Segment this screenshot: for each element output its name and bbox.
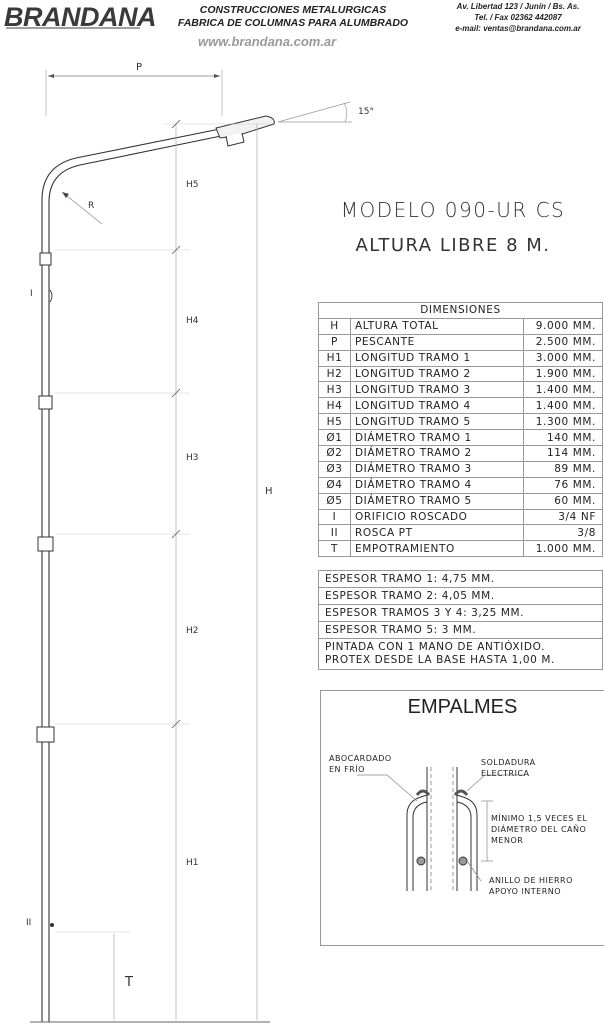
- note-thickness-1: ESPESOR TRAMO 1: 4,75 MM.: [318, 570, 603, 588]
- row-value: 1.400 MM.: [524, 398, 603, 414]
- dimensions-title: DIMENSIONES: [319, 303, 603, 319]
- row-label: LONGITUD TRAMO 4: [351, 398, 524, 414]
- label-H2: H2: [186, 626, 199, 636]
- row-value: 1.300 MM.: [524, 414, 603, 430]
- row-symbol: T: [319, 541, 351, 557]
- label-abocardado-line-1: ABOCARDADO: [329, 754, 392, 763]
- label-H3: H3: [186, 453, 199, 463]
- company-line-1: CONSTRUCCIONES METALURGICAS: [199, 4, 387, 16]
- note-thickness-5: ESPESOR TRAMO 5: 3 MM.: [318, 622, 603, 639]
- row-value: 76 MM.: [524, 477, 603, 493]
- model-subtitle: ALTURA LIBRE 8 M.: [355, 235, 551, 256]
- row-value: 140 MM.: [524, 430, 603, 446]
- row-symbol: H3: [319, 382, 351, 398]
- table-row: [319, 509, 603, 525]
- row-label: EMPOTRAMIENTO: [351, 541, 524, 557]
- label-H5: H5: [186, 180, 199, 190]
- label-minimo-line-2: DIÁMETRO DEL CAÑO: [491, 825, 587, 834]
- label-anillo: [489, 875, 573, 897]
- row-label: LONGITUD TRAMO 2: [351, 366, 524, 382]
- note-thickness-2: ESPESOR TRAMO 2: 4,05 MM.: [318, 588, 603, 605]
- table-row: [319, 382, 603, 398]
- row-label: LONGITUD TRAMO 5: [351, 414, 524, 430]
- label-H1: H1: [186, 858, 199, 868]
- table-row: [319, 525, 603, 541]
- table-row: [319, 446, 603, 462]
- row-label: DIÁMETRO TRAMO 1: [351, 430, 524, 446]
- row-symbol: H2: [319, 366, 351, 382]
- table-row: [319, 541, 603, 557]
- label-soldadura: [481, 757, 536, 779]
- label-H4: H4: [186, 316, 199, 326]
- row-value: 9.000 MM.: [524, 318, 603, 334]
- table-row: [319, 461, 603, 477]
- row-symbol: Ø3: [319, 461, 351, 477]
- table-row: [319, 350, 603, 366]
- row-label: PESCANTE: [351, 334, 524, 350]
- row-symbol: Ø5: [319, 493, 351, 509]
- label-anillo-line-2: APOYO INTERNO: [489, 887, 562, 896]
- table-row: [319, 318, 603, 334]
- table-row: [319, 398, 603, 414]
- row-symbol: H1: [319, 350, 351, 366]
- row-value: 2.500 MM.: [524, 334, 603, 350]
- row-value: 3.000 MM.: [524, 350, 603, 366]
- label-abocardado-line-2: EN FRÍO: [329, 765, 365, 774]
- row-label: DIÁMETRO TRAMO 3: [351, 461, 524, 477]
- table-row: [319, 414, 603, 430]
- row-symbol: H5: [319, 414, 351, 430]
- row-label: DIÁMETRO TRAMO 4: [351, 477, 524, 493]
- table-row: [319, 366, 603, 382]
- label-minimo-line-1: MÍNIMO 1,5 VECES EL: [491, 814, 588, 823]
- row-symbol: I: [319, 509, 351, 525]
- company-line-2: FABRICA DE COLUMNAS PARA ALUMBRADO: [177, 17, 409, 29]
- label-T: T: [125, 975, 133, 990]
- row-label: LONGITUD TRAMO 1: [351, 350, 524, 366]
- note-paint-line-2: PROTEX DESDE LA BASE HASTA 1,00 M.: [325, 654, 555, 666]
- label-soldadura-line-1: SOLDADURA: [481, 758, 536, 767]
- table-row: [319, 334, 603, 350]
- row-value: 1.400 MM.: [524, 382, 603, 398]
- label-angle: 15°: [358, 107, 374, 117]
- email[interactable]: e-mail: ventas@brandana.com.ar: [455, 24, 581, 33]
- empalmes-title: EMPALMES: [407, 696, 518, 718]
- label-soldadura-line-2: ELECTRICA: [481, 769, 530, 778]
- row-value: 1.000 MM.: [524, 541, 603, 557]
- row-label: DIÁMETRO TRAMO 2: [351, 446, 524, 462]
- website-url[interactable]: www.brandana.com.ar: [198, 34, 337, 49]
- label-abocardado: [329, 753, 392, 775]
- row-value: 3/8: [524, 525, 603, 541]
- address: Av. Libertad 123 / Junín / Bs. As.: [456, 2, 580, 11]
- phone: Tel. / Fax 02362 442087: [474, 13, 562, 22]
- label-minimo: [491, 813, 587, 846]
- row-symbol: Ø2: [319, 446, 351, 462]
- note-paint: [318, 639, 603, 670]
- table-row: [319, 430, 603, 446]
- row-value: 60 MM.: [524, 493, 603, 509]
- row-value: 1.900 MM.: [524, 366, 603, 382]
- label-R: R: [88, 201, 95, 211]
- specification-notes: [318, 570, 603, 670]
- row-value: 89 MM.: [524, 461, 603, 477]
- table-row: [319, 477, 603, 493]
- row-value: 3/4 NF: [524, 509, 603, 525]
- row-value: 114 MM.: [524, 446, 603, 462]
- label-H: H: [265, 486, 273, 497]
- row-symbol: H: [319, 318, 351, 334]
- label-I: I: [30, 289, 33, 299]
- row-symbol: H4: [319, 398, 351, 414]
- row-label: ROSCA PT: [351, 525, 524, 541]
- note-paint-line-1: PINTADA CON 1 MANO DE ANTIÓXIDO.: [325, 641, 545, 653]
- row-symbol: P: [319, 334, 351, 350]
- row-symbol: Ø4: [319, 477, 351, 493]
- row-label: DIÁMETRO TRAMO 5: [351, 493, 524, 509]
- dimensions-table: [318, 302, 603, 557]
- label-minimo-line-3: MENOR: [491, 836, 524, 845]
- label-anillo-line-1: ANILLO DE HIERRO: [489, 876, 573, 885]
- label-II: II: [26, 918, 32, 928]
- table-row: [319, 493, 603, 509]
- row-label: ORIFICIO ROSCADO: [351, 509, 524, 525]
- row-label: ALTURA TOTAL: [351, 318, 524, 334]
- empalmes-panel: [320, 690, 604, 946]
- row-label: LONGITUD TRAMO 3: [351, 382, 524, 398]
- brand-logo: BRANDANA: [4, 2, 156, 32]
- label-P: P: [136, 62, 143, 73]
- model-title: MODELO 090-UR CS: [340, 198, 566, 222]
- note-thickness-3-4: ESPESOR TRAMOS 3 Y 4: 3,25 MM.: [318, 605, 603, 622]
- row-symbol: II: [319, 525, 351, 541]
- row-symbol: Ø1: [319, 430, 351, 446]
